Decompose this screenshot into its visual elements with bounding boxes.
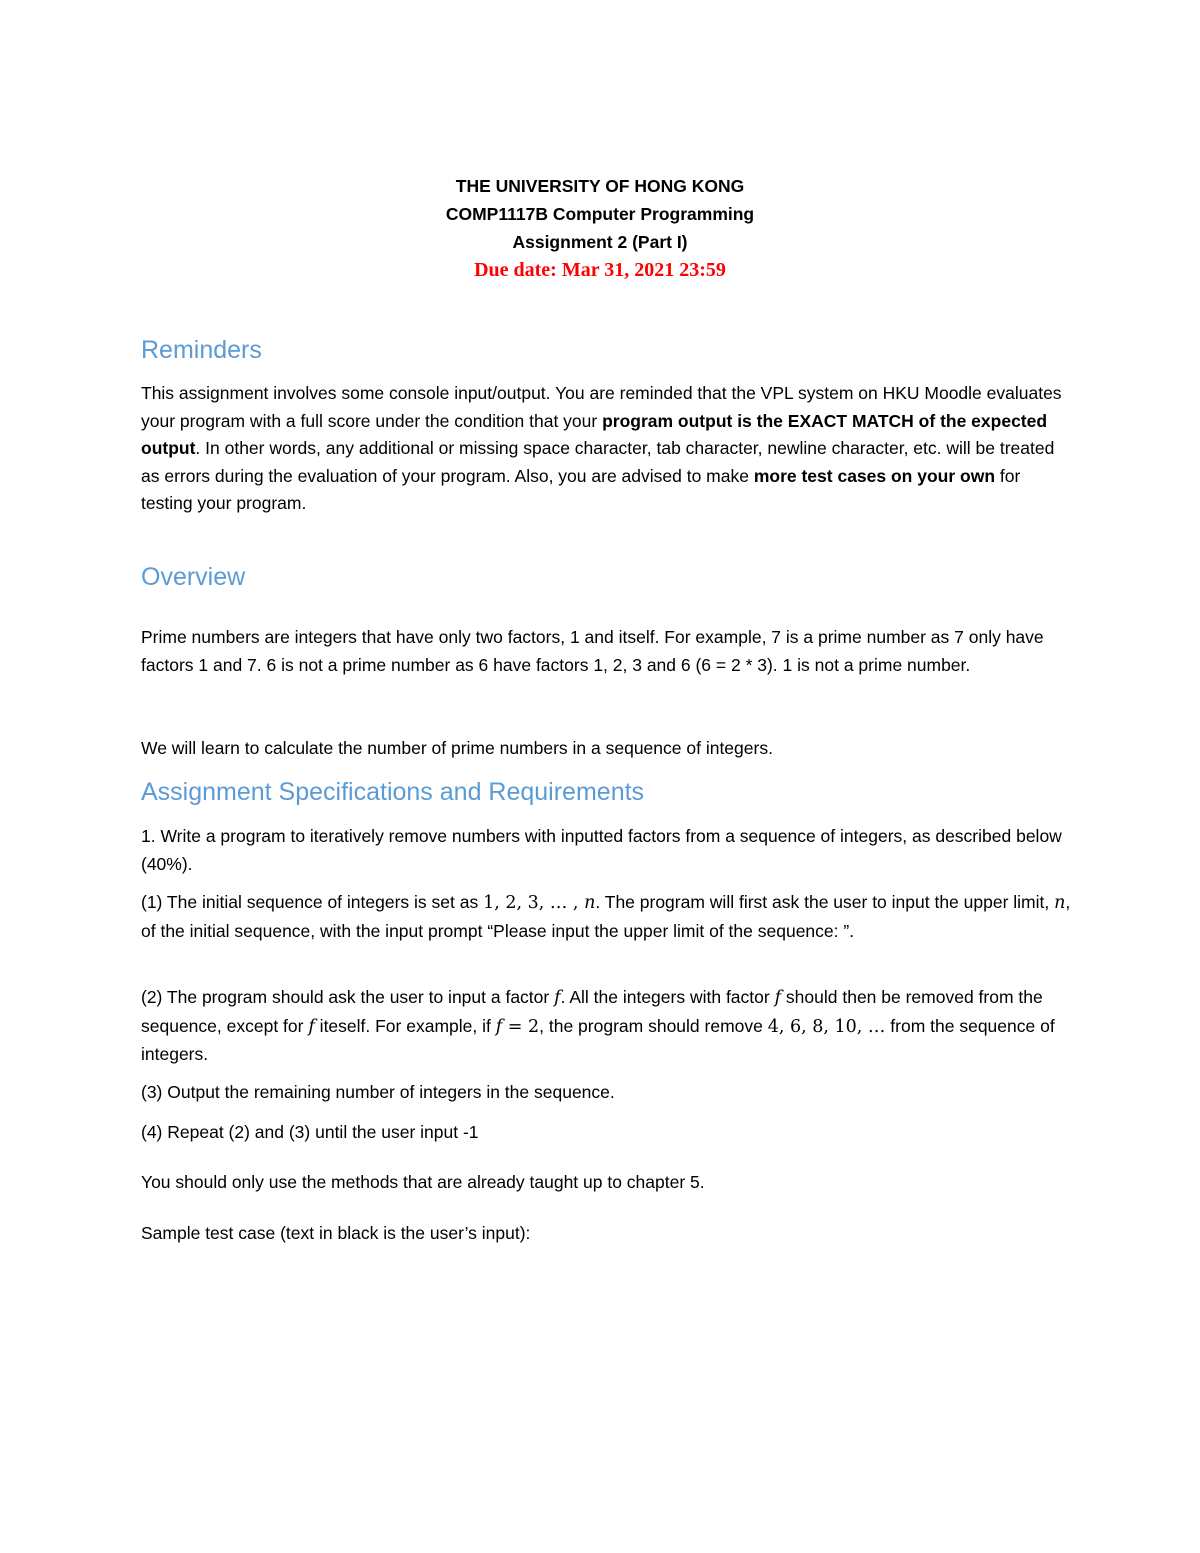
due-date: Due date: Mar 31, 2021 23:59 (474, 259, 726, 281)
specs-item-1 (141, 823, 1071, 878)
step1-sequence: 1, 2, 3, … , (483, 893, 585, 913)
reminders-bold-1: program output is the EXACT MATCH of the expected output (141, 410, 1048, 458)
step1-n: n (584, 893, 596, 913)
specs-step-3-text: (3) Output the remaining number of integers in the sequence. (141, 1082, 615, 1102)
reminders-body (141, 380, 1071, 518)
course-title: COMP1117B Computer Programming (445, 204, 755, 224)
reminders-text-3: for testing your program. (141, 465, 1021, 513)
step2-f-1: f (554, 988, 561, 1008)
step2-text-c: should then be removed from the sequence, except for (141, 987, 1043, 1036)
reminders-heading: Reminders (141, 336, 262, 364)
step1-text-b: . The program will first ask the user to input the upper limit, (595, 892, 1055, 912)
step2-sequence: 4, 6, 8, 10, … (767, 1016, 886, 1037)
step2-f-2: f (774, 988, 782, 1008)
specs-step-2-text (141, 984, 1071, 1069)
specs-heading: Assignment Specifications and Requirements (141, 778, 645, 806)
step2-text-f: from the sequence of integers. (141, 1015, 1055, 1064)
specs-step-2 (141, 984, 1071, 1069)
specs-step-1-text (141, 889, 1071, 945)
reminders-paragraph (141, 380, 1071, 518)
reminders-bold-2: more test cases on your own (753, 465, 996, 486)
specs-sample-text: Sample test case (text in black is the user’s input): (141, 1223, 531, 1243)
specs-sample (141, 1220, 1071, 1248)
specs-step-4-text: (4) Repeat (2) and (3) until the user input -1 (141, 1122, 479, 1142)
reminders-text-1: This assignment involves some console input/output. You are reminded that the VPL system on HKU Moodle evaluates your program with a full score under the condition that your (141, 383, 1062, 431)
overview-heading: Overview (141, 563, 246, 591)
specs-methods (141, 1169, 1071, 1197)
university-name: THE UNIVERSITY OF HONG KONG (455, 176, 745, 196)
reminders-section (141, 335, 1071, 365)
specs-step-3 (141, 1079, 1071, 1107)
specs-section (141, 777, 1071, 807)
overview-section (141, 562, 1071, 592)
step2-text-b: . All the integers with factor (560, 987, 775, 1007)
document-header (0, 172, 1200, 284)
specs-step-4 (141, 1119, 1071, 1147)
step2-text-e: , the program should remove (539, 1015, 768, 1036)
step1-n-2: n (1054, 893, 1066, 913)
step2-text-d: iteself. For example, if (314, 1015, 496, 1036)
step2-f-3: f (308, 1016, 315, 1037)
overview-body (141, 624, 1071, 679)
specs-step-1 (141, 889, 1071, 945)
step2-text-a: (2) The program should ask the user to input a factor (141, 987, 555, 1007)
step1-text-c: , of the initial sequence, with the input prompt “Please input the upper limit of the sequence: ”. (141, 892, 1071, 941)
overview-paragraph-1: Prime numbers are integers that have only two factors, 1 and itself. For example, 7 is a prime number as 7 only have factors 1 and 7. 6 is not a prime number as 6 have factors 1, 2, 3 and 6 (6 = 2 * 3). 1 is not a prime number. (141, 627, 1044, 675)
reminders-text-2: . In other words, any additional or missing space character, tab character, newline character, etc. will be treated as errors during the evaluation of your program. Also, you are advised to make (141, 438, 1055, 486)
assignment-title: Assignment 2 (Part I) (512, 232, 688, 252)
step2-equals: = 2 (502, 1016, 540, 1037)
overview-paragraph-2: We will learn to calculate the number of prime numbers in a sequence of integers. (141, 738, 773, 758)
specs-methods-text: You should only use the methods that are already taught up to chapter 5. (141, 1172, 705, 1192)
overview-body-2 (141, 735, 1071, 763)
specs-item-1-text: 1. Write a program to iteratively remove numbers with inputted factors from a sequence of integers, as described below (40%). (141, 826, 1062, 874)
step2-f-4: f (495, 1016, 503, 1037)
step1-text-a: (1) The initial sequence of integers is set as (141, 892, 484, 912)
